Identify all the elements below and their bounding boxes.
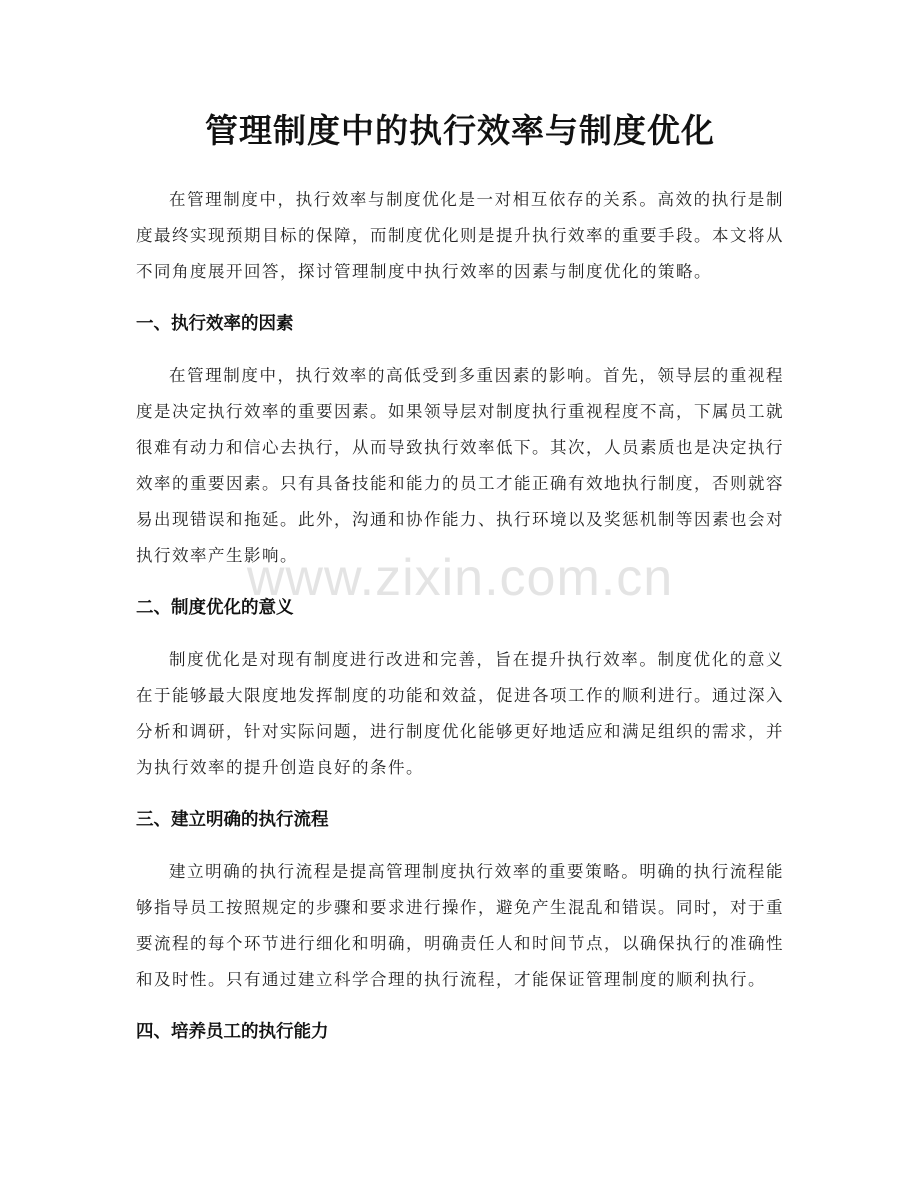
- section-heading-1: 一、执行效率的因素: [136, 314, 294, 334]
- section-heading-2: 二、制度优化的意义: [136, 598, 294, 618]
- document-title: 管理制度中的执行效率与制度优化: [205, 111, 715, 150]
- watermark: www.zixin.com.cn: [246, 549, 674, 607]
- section-paragraph-3: 建立明确的执行流程是提高管理制度执行效率的重要策略。明确的执行流程能够指导员工按照规定的步骤和要求进行操作，避免产生混乱和错误。同时，对于重要流程的每个环节进行细化和明确，明确责任人和时间节点，以确保执行的准确性和及时性。只有通过建立科学合理的执行流程，才能保证管理制度的顺利执行。: [136, 862, 784, 989]
- section-heading-3: 三、建立明确的执行流程: [136, 810, 329, 830]
- section-heading-4: 四、培养员工的执行能力: [136, 1022, 329, 1042]
- intro-paragraph: 在管理制度中，执行效率与制度优化是一对相互依存的关系。高效的执行是制度最终实现预期目标的保障，而制度优化则是提升执行效率的重要手段。本文将从不同角度展开回答，探讨管理制度中执行效率的因素与制度优化的策略。: [136, 190, 784, 281]
- section-paragraph-2: 制度优化是对现有制度进行改进和完善，旨在提升执行效率。制度优化的意义在于能够最大限度地发挥制度的功能和效益，促进各项工作的顺利进行。通过深入分析和调研，针对实际问题，进行制度优化能够更好地适应和满足组织的需求，并为执行效率的提升创造良好的条件。: [136, 650, 784, 777]
- section-paragraph-1: 在管理制度中，执行效率的高低受到多重因素的影响。首先，领导层的重视程度是决定执行效率的重要因素。如果领导层对制度执行重视程度不高，下属员工就很难有动力和信心去执行，从而导致执行效率低下。其次，人员素质也是决定执行效率的重要因素。只有具备技能和能力的员工才能正确有效地执行制度，否则就容易出现错误和拖延。此外，沟通和协作能力、执行环境以及奖惩机制等因素也会对执行效率产生影响。: [136, 366, 784, 565]
- document-body: [136, 182, 784, 1050]
